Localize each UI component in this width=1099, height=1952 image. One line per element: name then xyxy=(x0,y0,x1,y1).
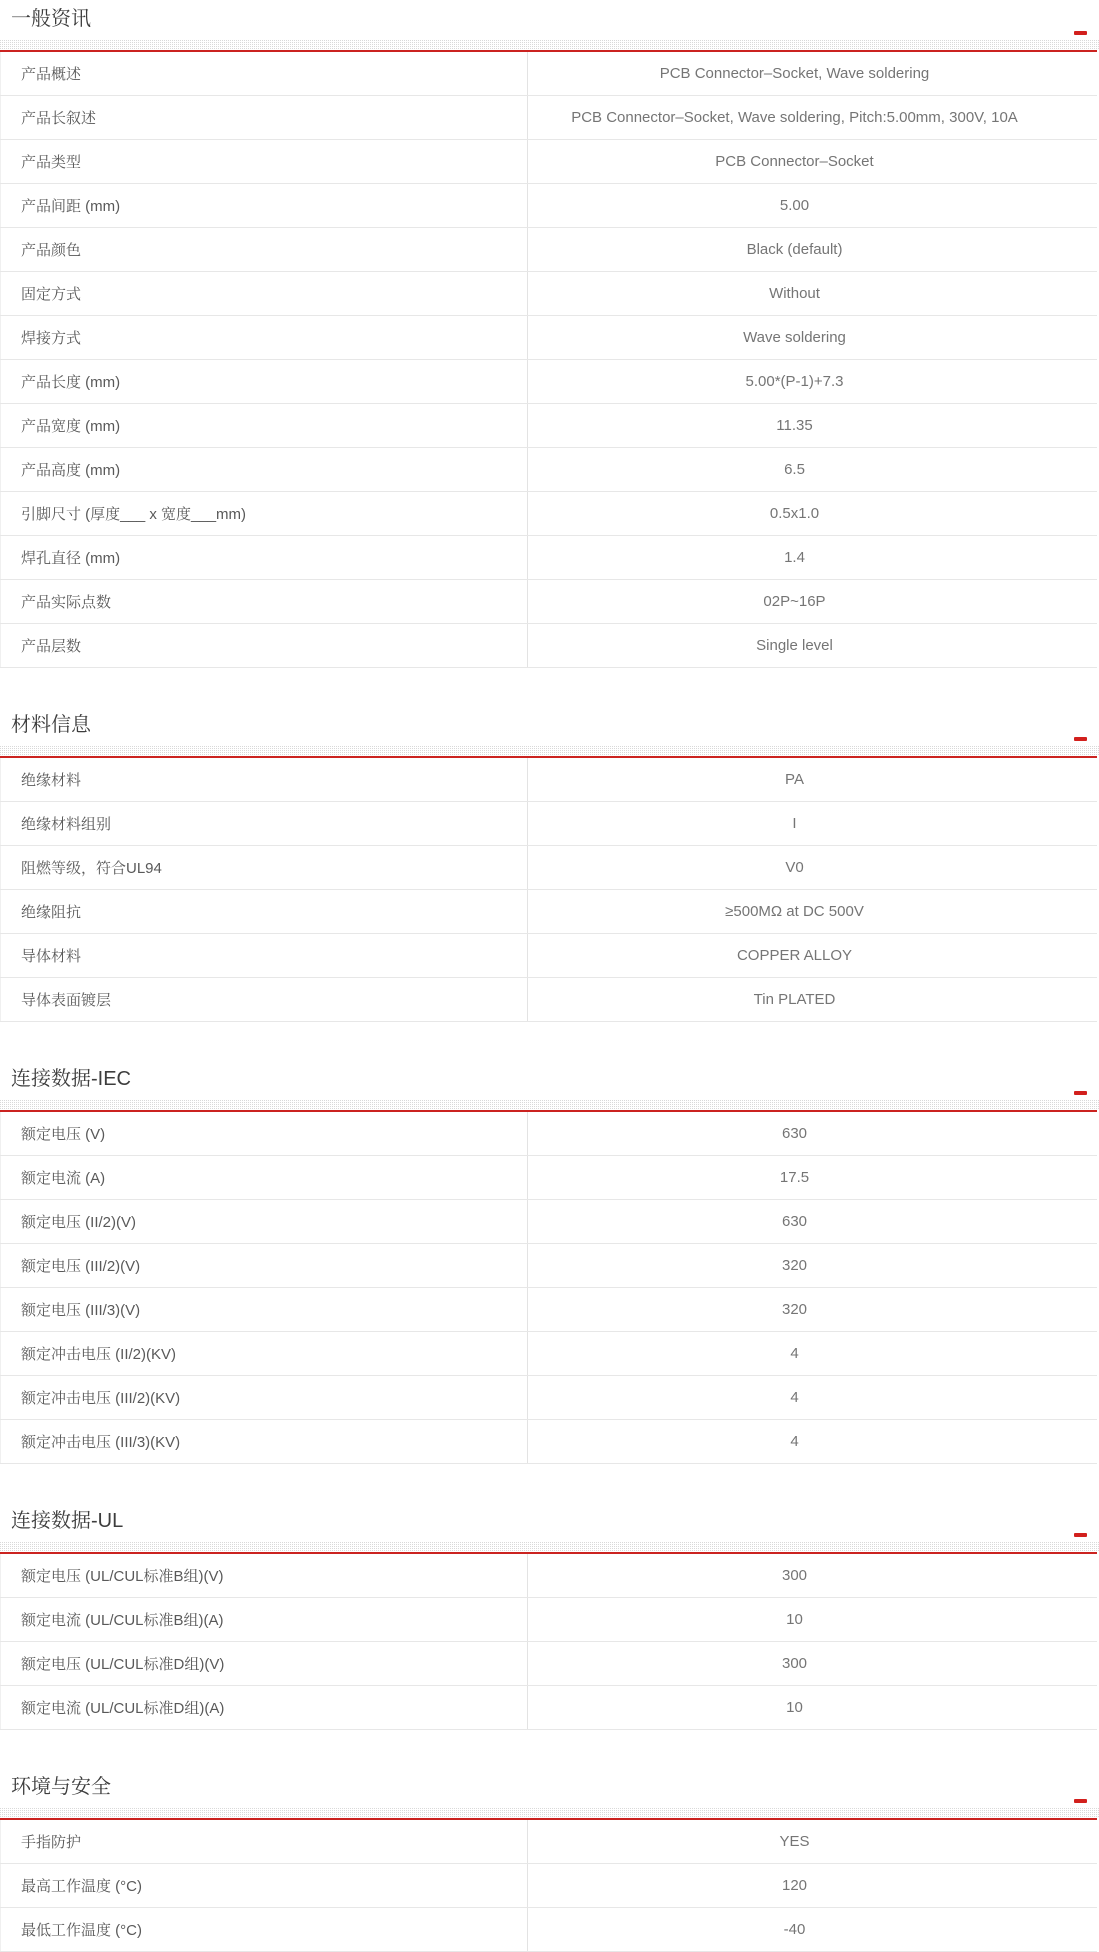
row-value: 02P~16P xyxy=(528,580,1098,624)
row-label: 额定电压 (III/2)(V) xyxy=(1,1244,528,1288)
section-header xyxy=(0,1774,1099,1808)
spec-table-body xyxy=(1,1111,1098,1464)
row-label: 产品高度 (mm) xyxy=(1,448,528,492)
row-value: V0 xyxy=(528,846,1098,890)
table-row xyxy=(1,536,1098,580)
row-label: 额定电流 (UL/CUL标准D组)(A) xyxy=(1,1686,528,1730)
table-row xyxy=(1,1819,1098,1864)
row-value: Black (default) xyxy=(528,228,1098,272)
row-label: 阻燃等级，符合UL94 xyxy=(1,846,528,890)
row-value: 120 xyxy=(528,1864,1098,1908)
row-label: 额定电流 (UL/CUL标准B组)(A) xyxy=(1,1598,528,1642)
section-header xyxy=(0,1066,1099,1100)
dotted-divider xyxy=(0,1542,1099,1552)
row-value: 10 xyxy=(528,1598,1098,1642)
table-row xyxy=(1,316,1098,360)
collapse-minus-icon[interactable] xyxy=(1074,1091,1087,1095)
row-label: 产品长叙述 xyxy=(1,96,528,140)
row-label: 额定电压 (UL/CUL标准D组)(V) xyxy=(1,1642,528,1686)
table-row xyxy=(1,1156,1098,1200)
section-title: 环境与安全 xyxy=(11,1776,111,1798)
row-label: 最低工作温度 (°C) xyxy=(1,1908,528,1952)
table-row xyxy=(1,404,1098,448)
spec-section xyxy=(0,712,1099,1022)
row-label: 额定电压 (II/2)(V) xyxy=(1,1200,528,1244)
table-row xyxy=(1,51,1098,96)
row-label: 导体材料 xyxy=(1,934,528,978)
section-title: 一般资讯 xyxy=(11,8,91,30)
table-row xyxy=(1,1200,1098,1244)
row-value: -40 xyxy=(528,1908,1098,1952)
table-row xyxy=(1,1420,1098,1464)
table-row xyxy=(1,846,1098,890)
row-label: 固定方式 xyxy=(1,272,528,316)
table-row xyxy=(1,580,1098,624)
row-value: 4 xyxy=(528,1376,1098,1420)
table-row xyxy=(1,140,1098,184)
row-value: YES xyxy=(528,1819,1098,1864)
row-label: 绝缘阻抗 xyxy=(1,890,528,934)
row-label: 额定冲击电压 (III/2)(KV) xyxy=(1,1376,528,1420)
row-label: 产品概述 xyxy=(1,51,528,96)
table-row xyxy=(1,1376,1098,1420)
row-label: 产品实际点数 xyxy=(1,580,528,624)
collapse-minus-icon[interactable] xyxy=(1074,737,1087,741)
section-title: 连接数据-IEC xyxy=(11,1068,131,1090)
table-row xyxy=(1,96,1098,140)
row-label: 产品颜色 xyxy=(1,228,528,272)
row-value: 5.00*(P-1)+7.3 xyxy=(528,360,1098,404)
table-row xyxy=(1,1111,1098,1156)
row-label: 额定冲击电压 (II/2)(KV) xyxy=(1,1332,528,1376)
row-value: 10 xyxy=(528,1686,1098,1730)
row-value: 630 xyxy=(528,1111,1098,1156)
row-label: 额定电流 (A) xyxy=(1,1156,528,1200)
row-label: 额定冲击电压 (III/3)(KV) xyxy=(1,1420,528,1464)
table-row xyxy=(1,1244,1098,1288)
table-row xyxy=(1,360,1098,404)
row-value: Single level xyxy=(528,624,1098,668)
row-value: 1.4 xyxy=(528,536,1098,580)
row-value: PCB Connector–Socket, Wave soldering xyxy=(528,51,1098,96)
spec-table-body xyxy=(1,51,1098,668)
row-value: 5.00 xyxy=(528,184,1098,228)
section-header xyxy=(0,1508,1099,1542)
row-label: 导体表面镀层 xyxy=(1,978,528,1022)
spec-table-body xyxy=(1,1553,1098,1730)
row-value: Tin PLATED xyxy=(528,978,1098,1022)
table-row xyxy=(1,272,1098,316)
row-value: 4 xyxy=(528,1332,1098,1376)
spec-section xyxy=(0,1066,1099,1464)
table-row xyxy=(1,802,1098,846)
row-label: 额定电压 (UL/CUL标准B组)(V) xyxy=(1,1553,528,1598)
row-label: 额定电压 (V) xyxy=(1,1111,528,1156)
collapse-minus-icon[interactable] xyxy=(1074,1533,1087,1537)
spec-section xyxy=(0,6,1099,668)
row-label: 焊孔直径 (mm) xyxy=(1,536,528,580)
row-label: 产品间距 (mm) xyxy=(1,184,528,228)
row-value: 6.5 xyxy=(528,448,1098,492)
row-label: 额定电压 (III/3)(V) xyxy=(1,1288,528,1332)
table-row xyxy=(1,757,1098,802)
row-label: 产品层数 xyxy=(1,624,528,668)
table-row xyxy=(1,1908,1098,1952)
table-row xyxy=(1,184,1098,228)
spec-table xyxy=(0,1110,1097,1464)
spec-table-body xyxy=(1,757,1098,1022)
table-row xyxy=(1,934,1098,978)
row-value: PCB Connector–Socket, Wave soldering, Pitch:5.00mm, 300V, 10A xyxy=(528,96,1098,140)
collapse-minus-icon[interactable] xyxy=(1074,1799,1087,1803)
row-value: COPPER ALLOY xyxy=(528,934,1098,978)
row-value: ≥500MΩ at DC 500V xyxy=(528,890,1098,934)
row-label: 绝缘材料 xyxy=(1,757,528,802)
spec-sections xyxy=(0,6,1099,1952)
row-value: 0.5x1.0 xyxy=(528,492,1098,536)
dotted-divider xyxy=(0,40,1099,50)
row-value: I xyxy=(528,802,1098,846)
spec-table xyxy=(0,756,1097,1022)
row-label: 产品宽度 (mm) xyxy=(1,404,528,448)
table-row xyxy=(1,1686,1098,1730)
table-row xyxy=(1,1598,1098,1642)
row-value: 630 xyxy=(528,1200,1098,1244)
table-row xyxy=(1,978,1098,1022)
spec-table xyxy=(0,1818,1097,1952)
table-row xyxy=(1,890,1098,934)
row-label: 引脚尺寸 (厚度___ x 宽度___mm) xyxy=(1,492,528,536)
dotted-divider xyxy=(0,746,1099,756)
table-row xyxy=(1,492,1098,536)
table-row xyxy=(1,1288,1098,1332)
row-value: 4 xyxy=(528,1420,1098,1464)
row-value: 300 xyxy=(528,1642,1098,1686)
row-label: 产品类型 xyxy=(1,140,528,184)
row-label: 手指防护 xyxy=(1,1819,528,1864)
row-value: 300 xyxy=(528,1553,1098,1598)
collapse-minus-icon[interactable] xyxy=(1074,31,1087,35)
table-row xyxy=(1,448,1098,492)
spec-table xyxy=(0,50,1097,668)
spec-section xyxy=(0,1508,1099,1730)
row-value: 11.35 xyxy=(528,404,1098,448)
table-row xyxy=(1,1864,1098,1908)
spec-table xyxy=(0,1552,1097,1730)
row-value: PCB Connector–Socket xyxy=(528,140,1098,184)
table-row xyxy=(1,624,1098,668)
section-header xyxy=(0,6,1099,40)
row-value: 320 xyxy=(528,1244,1098,1288)
row-value: Without xyxy=(528,272,1098,316)
section-header xyxy=(0,712,1099,746)
row-value: 320 xyxy=(528,1288,1098,1332)
row-value: Wave soldering xyxy=(528,316,1098,360)
row-label: 绝缘材料组别 xyxy=(1,802,528,846)
table-row xyxy=(1,1642,1098,1686)
table-row xyxy=(1,1332,1098,1376)
row-label: 最高工作温度 (°C) xyxy=(1,1864,528,1908)
dotted-divider xyxy=(0,1808,1099,1818)
dotted-divider xyxy=(0,1100,1099,1110)
section-title: 连接数据-UL xyxy=(11,1510,124,1532)
row-value: 17.5 xyxy=(528,1156,1098,1200)
table-row xyxy=(1,1553,1098,1598)
row-label: 产品长度 (mm) xyxy=(1,360,528,404)
row-value: PA xyxy=(528,757,1098,802)
section-title: 材料信息 xyxy=(11,714,91,736)
table-row xyxy=(1,228,1098,272)
spec-table-body xyxy=(1,1819,1098,1952)
row-label: 焊接方式 xyxy=(1,316,528,360)
spec-section xyxy=(0,1774,1099,1952)
